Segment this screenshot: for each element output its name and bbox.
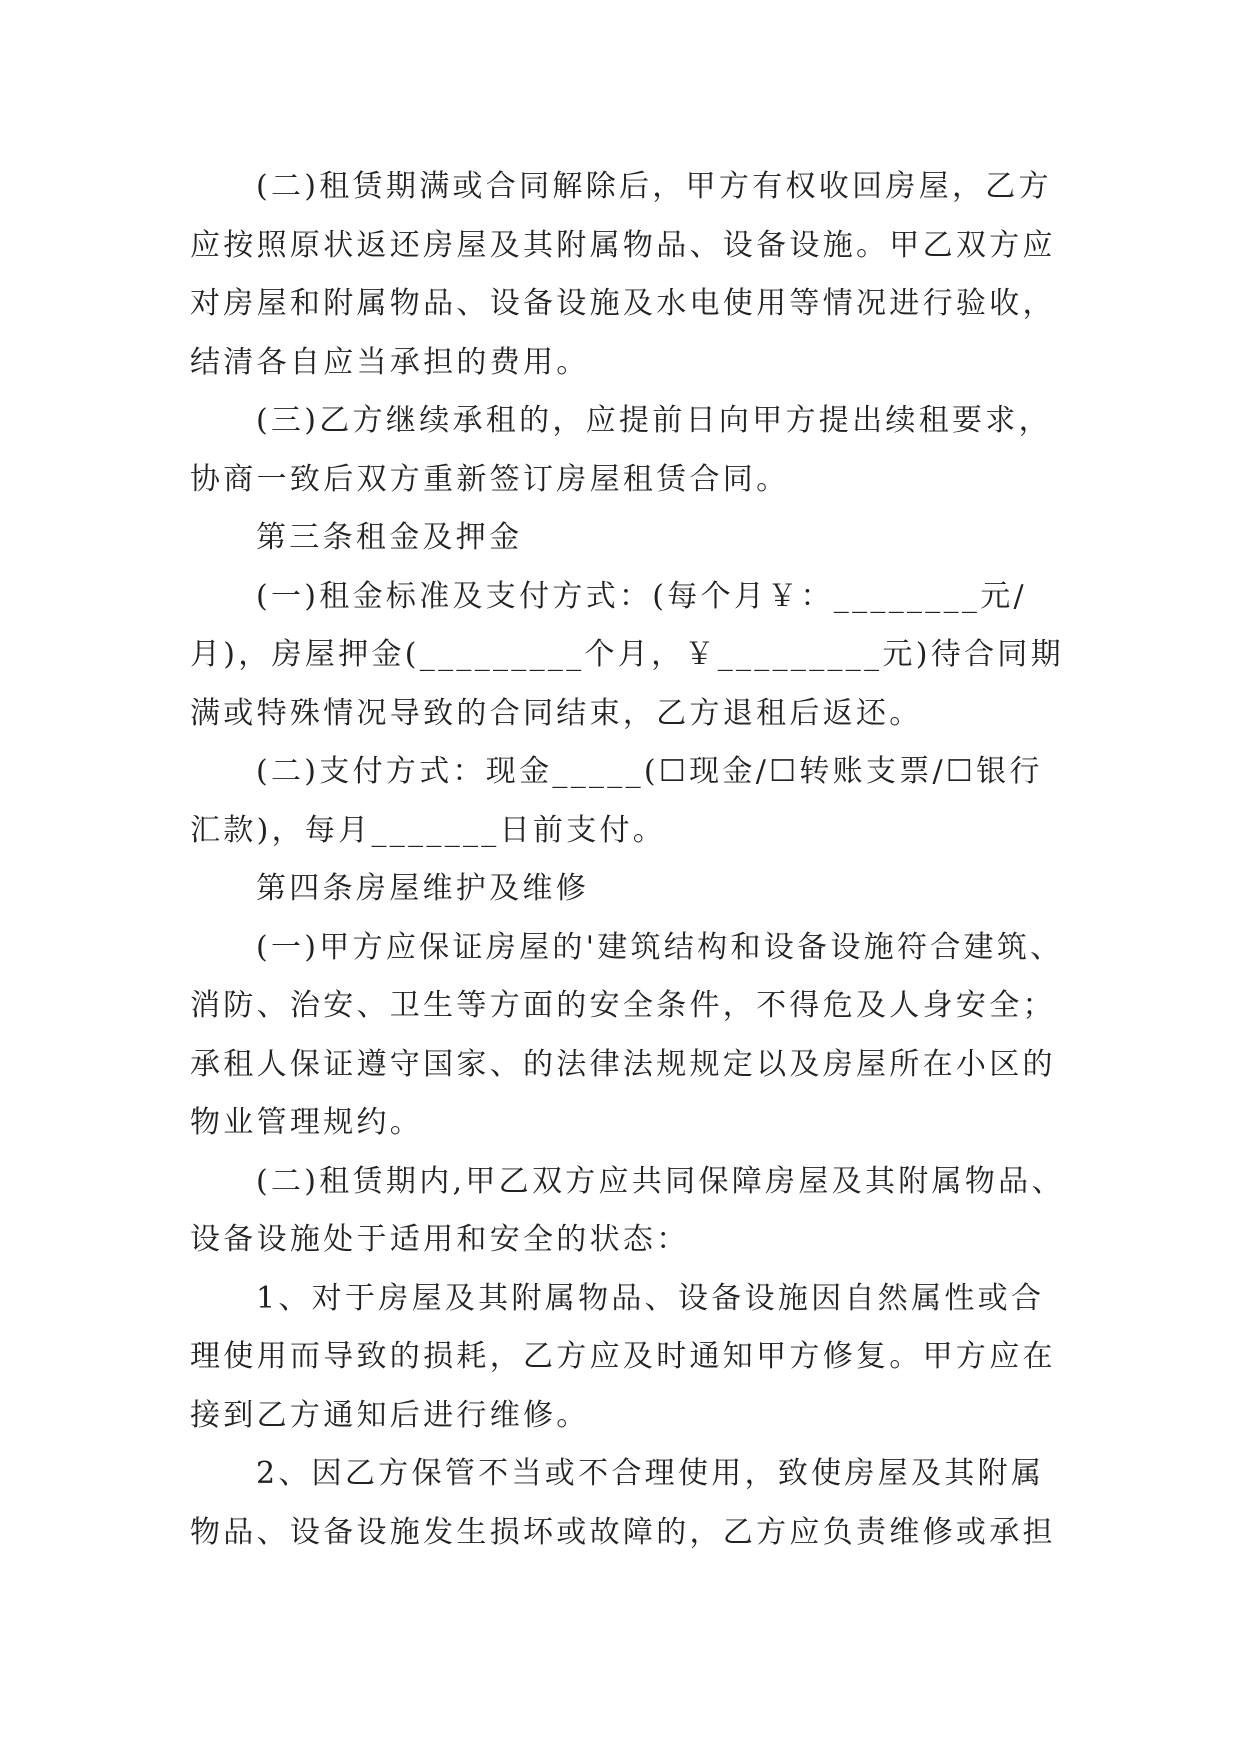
text-line: 消防、治安、卫生等方面的安全条件，不得危及人身安全；: [190, 988, 1056, 1023]
text-line: 物业管理规约。: [190, 1105, 424, 1140]
text-line: 2、因乙方保管不当或不合理使用，致使房屋及其附属: [256, 1456, 1045, 1491]
text-line: (一)甲方应保证房屋的'建筑结构和设备设施符合建筑、: [256, 929, 1064, 965]
text-line: 应按照原状返还房屋及其附属物品、设备设施。甲乙双方应: [190, 227, 1056, 263]
paragraph-landlord-guarantee: [190, 919, 1064, 1153]
text-line: 汇款)，每月_______日前支付。: [190, 812, 667, 848]
article-3-heading: [190, 509, 1060, 568]
text-line: 物品、设备设施发生损坏或故障的，乙方应负责维修或承担: [190, 1514, 1056, 1550]
section-heading: 第四条房屋维护及维修: [256, 871, 589, 906]
text-line: (二)租赁期满或合同解除后，甲方有权收回房屋，乙方: [256, 169, 1052, 204]
text-line: (二)支付方式：现金_____(☐现金/☐转账支票/☐银行: [256, 754, 1043, 789]
text-line: 接到乙方通知后进行维修。: [190, 1397, 590, 1433]
paragraph-lease-end-return: [190, 158, 1060, 392]
text-line: 满或特殊情况导致的合同结束，乙方退租后返还。: [190, 695, 923, 731]
text-line: (三)乙方继续承租的，应提前日向甲方提出续租要求，: [256, 403, 1052, 438]
paragraph-joint-maintenance: [190, 1153, 1065, 1270]
article-4-heading: [190, 860, 1060, 919]
text-line: 协商一致后双方重新签订房屋租赁合同。: [190, 461, 790, 497]
text-line: 理使用而导致的损耗，乙方应及时通知甲方修复。甲方应在: [190, 1339, 1056, 1374]
text-line: 月)，房屋押金(_________个月，￥_________元)待合同期: [190, 637, 1064, 672]
paragraph-rent-standard: [190, 568, 1064, 744]
paragraph-payment-method: [190, 743, 1060, 860]
text-line: 承租人保证遵守国家、的法律法规规定以及房屋所在小区的: [190, 1046, 1056, 1082]
text-line: (二)租赁期内,甲乙双方应共同保障房屋及其附属物品、: [256, 1163, 1065, 1199]
text-line: 对房屋和附属物品、设备设施及水电使用等情况进行验收，: [190, 286, 1056, 321]
text-line: 1、对于房屋及其附属物品、设备设施因自然属性或合: [256, 1280, 1045, 1316]
paragraph-item-2: [190, 1445, 1060, 1562]
paragraph-lease-renewal: [190, 392, 1060, 509]
text-line: 设备设施处于适用和安全的状态：: [190, 1222, 690, 1257]
document-body: [190, 158, 1065, 1562]
text-line: 结清各自应当承担的费用。: [190, 344, 590, 380]
section-heading: 第三条租金及押金: [256, 520, 523, 555]
text-line: (一)租金标准及支付方式：(每个月￥：________元/: [256, 578, 1027, 614]
paragraph-item-1: [190, 1270, 1060, 1446]
